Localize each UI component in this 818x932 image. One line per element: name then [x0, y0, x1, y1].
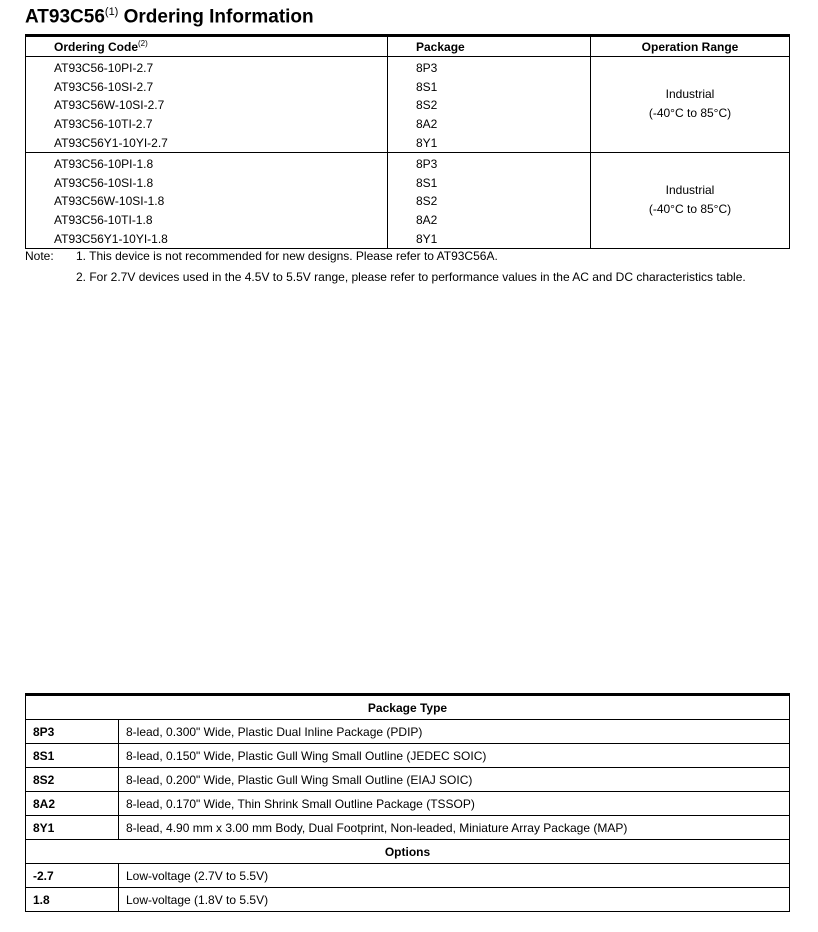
package-code: 8S1: [388, 174, 591, 193]
ordering-code: AT93C56-10PI-2.7: [26, 57, 388, 78]
range-label: Industrial: [665, 87, 715, 102]
note-1: 1. This device is not recommended for new designs. Please refer to AT93C56A.: [76, 249, 498, 263]
table-header: [26, 36, 790, 57]
ordering-table: [25, 34, 790, 249]
ordering-code: AT93C56W-10SI-2.7: [26, 96, 388, 115]
options-header: Options: [26, 840, 790, 864]
header-range: Operation Range: [591, 36, 790, 57]
ordering-code: AT93C56-10PI-1.8: [26, 152, 388, 173]
table-row: [26, 57, 790, 78]
ordering-code: AT93C56Y1-10YI-2.7: [26, 133, 388, 152]
description-cell: Low-voltage (2.7V to 5.5V): [119, 864, 790, 888]
description-cell: 8-lead, 0.170" Wide, Thin Shrink Small Outline Package (TSSOP): [119, 792, 790, 816]
package-table: [25, 693, 790, 912]
code-cell: 8P3: [26, 720, 119, 744]
ordering-code: AT93C56Y1-10YI-1.8: [26, 229, 388, 248]
package-code: 8S1: [388, 78, 591, 97]
ordering-code: AT93C56-10SI-2.7: [26, 78, 388, 97]
range-label: Industrial: [665, 183, 715, 198]
package-code: 8S2: [388, 96, 591, 115]
description-cell: 8-lead, 0.200" Wide, Plastic Gull Wing Small Outline (EIAJ SOIC): [119, 768, 790, 792]
code-cell: 8Y1: [26, 816, 119, 840]
range-temp: (-40°C to 85°C): [648, 106, 732, 121]
ordering-code: AT93C56-10TI-2.7: [26, 115, 388, 134]
code-cell: 8A2: [26, 792, 119, 816]
package-type-header: Package Type: [26, 695, 790, 720]
description-cell: 8-lead, 0.300" Wide, Plastic Dual Inline Package (PDIP): [119, 720, 790, 744]
note-label: Note:: [25, 249, 54, 263]
table-row: [26, 792, 790, 816]
operation-range: [591, 152, 790, 248]
table-row: [26, 152, 790, 173]
table-row: [26, 816, 790, 840]
package-code: 8A2: [388, 115, 591, 134]
header-package: Package: [388, 36, 591, 57]
ordering-code: AT93C56-10TI-1.8: [26, 211, 388, 230]
code-cell: 8S2: [26, 768, 119, 792]
package-code: 8Y1: [388, 133, 591, 152]
description-cell: Low-voltage (1.8V to 5.5V): [119, 888, 790, 912]
ordering-code: AT93C56-10SI-1.8: [26, 174, 388, 193]
table-row: [26, 768, 790, 792]
package-code: 8P3: [388, 57, 591, 78]
range-temp: (-40°C to 85°C): [648, 202, 732, 217]
header-code: Ordering Code$^{(2)}$: [26, 36, 388, 57]
code-cell: 8S1: [26, 744, 119, 768]
ordering-code: AT93C56W-10SI-1.8: [26, 192, 388, 211]
package-code: 8Y1: [388, 229, 591, 248]
table-row: [26, 888, 790, 912]
note-2: 2. For 2.7V devices used in the 4.5V to 5.5V range, please refer to performance values in the AC and DC characteristics table.: [76, 270, 746, 284]
page-title: AT93C56$^{(1)}$ Ordering Information: [25, 6, 314, 28]
table-row: [26, 720, 790, 744]
package-code: 8P3: [388, 152, 591, 173]
table-row: [26, 744, 790, 768]
description-cell: 8-lead, 0.150" Wide, Plastic Gull Wing Small Outline (JEDEC SOIC): [119, 744, 790, 768]
code-cell: -2.7: [26, 864, 119, 888]
package-code: 8A2: [388, 211, 591, 230]
code-cell: 1.8: [26, 888, 119, 912]
package-code: 8S2: [388, 192, 591, 211]
description-cell: 8-lead, 4.90 mm x 3.00 mm Body, Dual Footprint, Non-leaded, Miniature Array Package (MAP): [119, 816, 790, 840]
operation-range: [591, 57, 790, 153]
table-row: [26, 864, 790, 888]
